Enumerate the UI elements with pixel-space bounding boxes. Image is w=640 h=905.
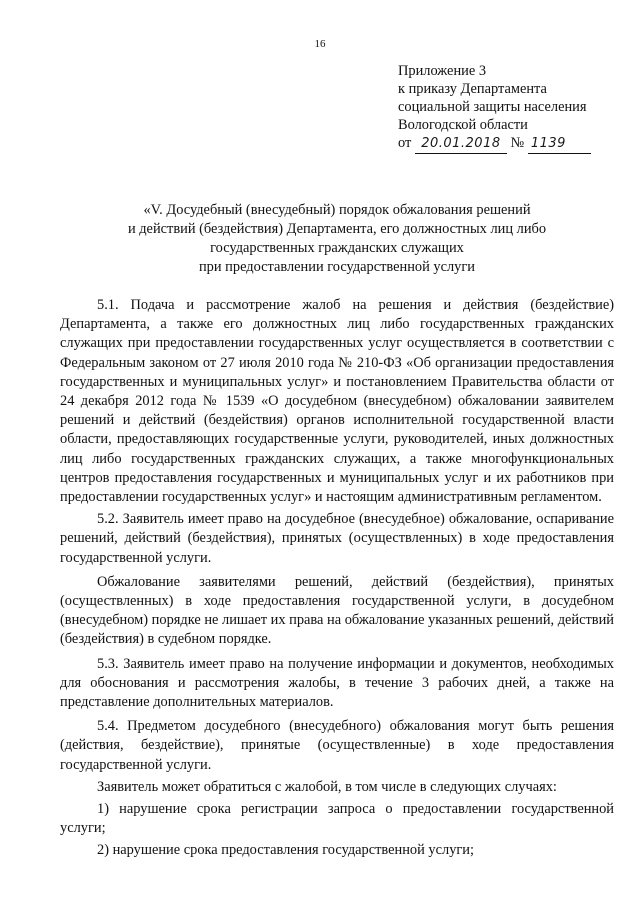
handwritten-number: 1139 xyxy=(528,135,591,154)
annex-region-line: Вологодской области xyxy=(398,117,528,133)
paragraph-5-4-cases: Заявитель может обратиться с жалобой, в том числе в следующих случаях: xyxy=(97,778,557,795)
heading-line-4: при предоставлении государственной услуги xyxy=(198,259,475,275)
heading-line-2: и действий (бездействия) Департамента, его должностных лиц либо xyxy=(127,221,547,237)
annex-order-line: к приказу Департамента xyxy=(398,81,547,97)
handwritten-date: 20.01.2018 xyxy=(415,135,507,154)
paragraph-5-2-appeal: Обжалование заявителями решений, действий (бездействия), принятых (осуществленных) в ходе предоставления государственной услуги, в досудебном (внесудебном) порядке не лишает их права на обжалование указанных решений, действий (бездействия) в судебном порядке. xyxy=(60,573,614,648)
page-number: 16 xyxy=(314,38,326,50)
annex-date-number-line xyxy=(398,134,628,154)
annex-department-line: социальной защиты населения xyxy=(398,99,587,115)
annex-block xyxy=(398,62,628,154)
list-item-1: 1) нарушение срока регистрации запроса о предоставлении государственной услуги; xyxy=(60,801,614,837)
heading-line-1: «V. Досудебный (внесудебный) порядок обжалования решений xyxy=(143,202,531,218)
heading-line-3: государственных гражданских служащих xyxy=(210,240,464,256)
date-prefix: от xyxy=(398,135,412,151)
annex-title: Приложение 3 xyxy=(398,63,487,79)
document-body xyxy=(60,296,614,861)
number-prefix: № xyxy=(510,135,525,151)
section-heading xyxy=(60,201,614,277)
paragraph-5-4: 5.4. Предметом досудебного (внесудебного) обжалования могут быть решения (действия, бездействие), принятые (осуществленные) в ходе предоставления государственной услуги. xyxy=(60,718,614,773)
paragraph-5-3: 5.3. Заявитель имеет право на получение информации и документов, необходимых для обоснования и рассмотрения жалобы, в течение 3 рабочих дней, а также на представление дополнительных материалов. xyxy=(60,655,614,711)
paragraph-5-2: 5.2. Заявитель имеет право на досудебное (внесудебное) обжалование, оспаривание решений, действий (бездействия), принятых (осуществленных) в ходе предоставления государственной услуги. xyxy=(60,511,614,566)
list-item-2: 2) нарушение срока предоставления государственной услуги; xyxy=(97,842,474,859)
paragraph-5-1: 5.1. Подача и рассмотрение жалоб на решения и действия (бездействие) Департамента, а также его должностных лиц либо государственных гражданских служащих при предоставлении государственных услуг осуществляется в соответствии с Федеральным законом от 27 июля 2010 года № 210-ФЗ «Об организации предоставления государственных и муниципальных услуг» и постановлением Правительства области от 24 декабря 2012 года № 1539 «О досудебном (внесудебном) обжаловании заявителем решений и действий (бездействия) органов исполнительной государственной власти области, предоставляющих государственные услуги, руководителей, иных должностных лиц либо государственных гражданских служащих, а также многофункциональных центров предоставления государственных и муниципальных услуг и их работников при предоставлении государственных услуг» и настоящим административным регламентом. xyxy=(60,297,614,506)
